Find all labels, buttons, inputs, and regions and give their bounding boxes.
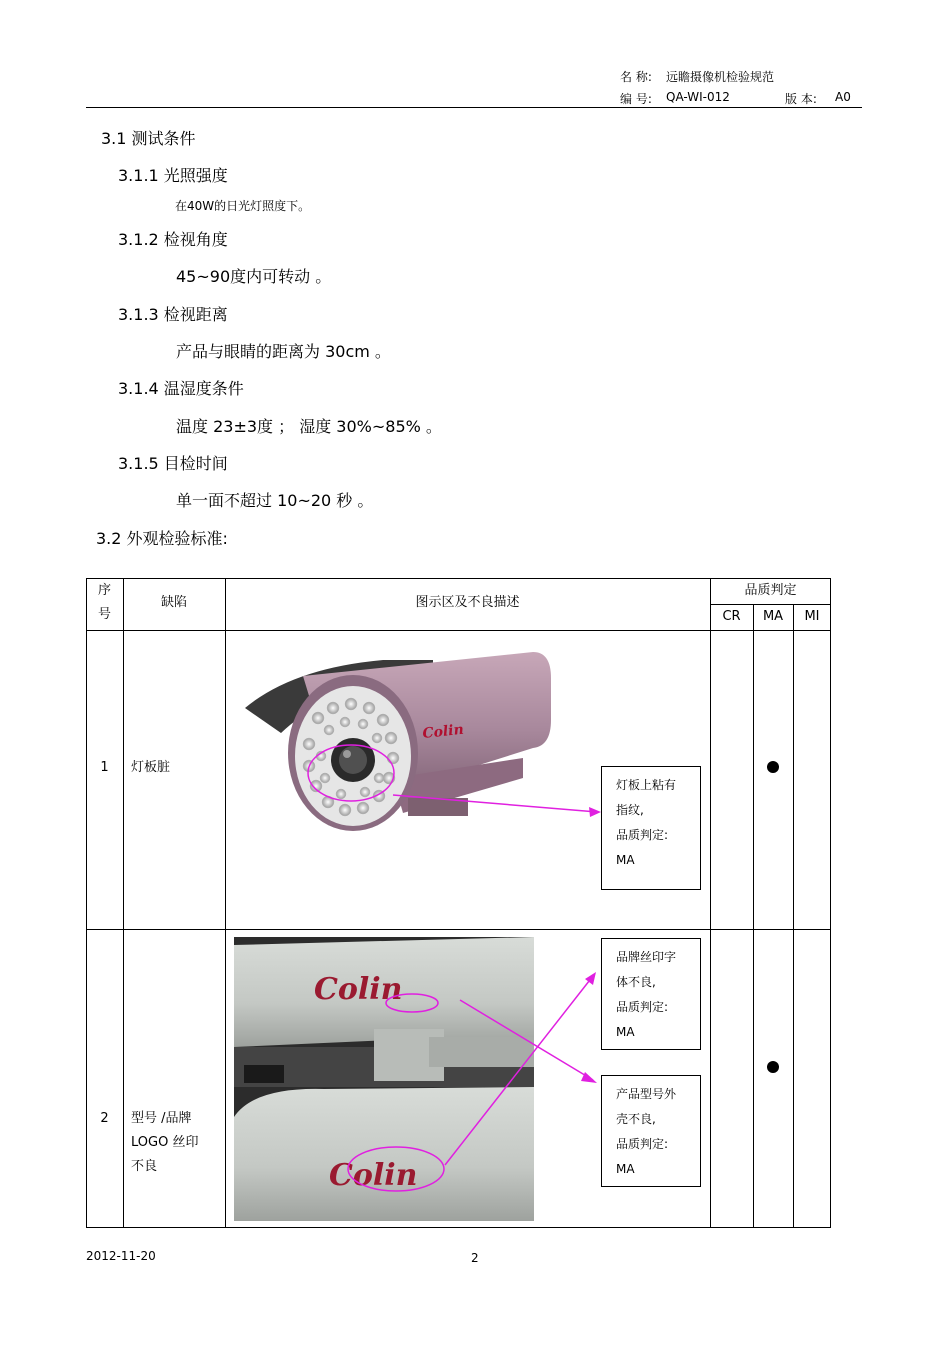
header-seq-2: 号 [97, 607, 111, 622]
doc-version-value: A0 [835, 90, 851, 104]
note-row1: 灯板上粘有 指纹, 品质判定: MA [601, 766, 701, 890]
row1-defect: 灯板脏 [131, 760, 171, 775]
row2-defect-line3: 不良 [131, 1159, 158, 1174]
doc-code-value: QA-WI-012 [666, 90, 730, 104]
note-row2-model: 产品型号外 壳不良, 品质判定: MA [601, 1075, 701, 1187]
section-3-2: 3.2 外观检验标准: [96, 529, 228, 548]
row1-seq: 1 [100, 760, 109, 775]
section-3-1-5-text: 单一面不超过 10~20 秒 。 [176, 491, 374, 510]
section-3-1-1: 3.1.1 光照强度 [118, 166, 228, 185]
section-3-1-3-text: 产品与眼睛的距离为 30cm 。 [176, 342, 391, 361]
section-3-1: 3.1 测试条件 [101, 129, 196, 148]
row2-defect-line2: LOGO 丝印 [131, 1135, 199, 1150]
doc-name-value: 远瞻摄像机检验规范 [666, 70, 775, 84]
header-mi: MI [804, 609, 820, 624]
section-3-1-4-text: 温度 23±3度 ； 湿度 30%~85% 。 [176, 417, 442, 436]
header-divider [86, 107, 862, 108]
doc-name-label: 名 称: [620, 70, 652, 84]
section-3-1-5: 3.1.5 目检时间 [118, 454, 228, 473]
section-3-1-3: 3.1.3 检视距离 [118, 305, 228, 324]
header-ma: MA [762, 609, 784, 624]
inspection-table [86, 578, 831, 1228]
footer-date: 2012-11-20 [86, 1249, 156, 1263]
section-3-1-4: 3.1.4 温湿度条件 [118, 379, 244, 398]
footer-page-number: 2 [471, 1251, 479, 1265]
doc-code-label: 编 号: [620, 92, 652, 106]
camera-logo-2b: Colin [329, 1158, 418, 1193]
row2-defect-line1: 型号 /品牌 [131, 1111, 192, 1126]
camera-logo-2a: Colin [314, 972, 403, 1007]
note-row2-brand: 品牌丝印字 体不良, 品质判定: MA [601, 938, 701, 1050]
header-quality: 品质判定 [744, 583, 797, 598]
header-illustration: 图示区及不良描述 [415, 595, 520, 610]
header-defect: 缺陷 [160, 595, 187, 610]
judgement-dot-row2 [767, 1061, 779, 1073]
camera-logo-1: Colin [421, 721, 465, 742]
row2-seq: 2 [100, 1111, 109, 1126]
section-3-1-2-text: 45~90度内可转动 。 [176, 267, 332, 286]
header-cr: CR [722, 609, 741, 624]
section-3-1-1-text: 在40W的日光灯照度下。 [175, 199, 311, 213]
header-seq-1: 序 [97, 583, 111, 598]
doc-version-label: 版 本: [785, 92, 817, 106]
section-3-1-2: 3.1.2 检视角度 [118, 230, 228, 249]
judgement-dot-row1 [767, 761, 779, 773]
